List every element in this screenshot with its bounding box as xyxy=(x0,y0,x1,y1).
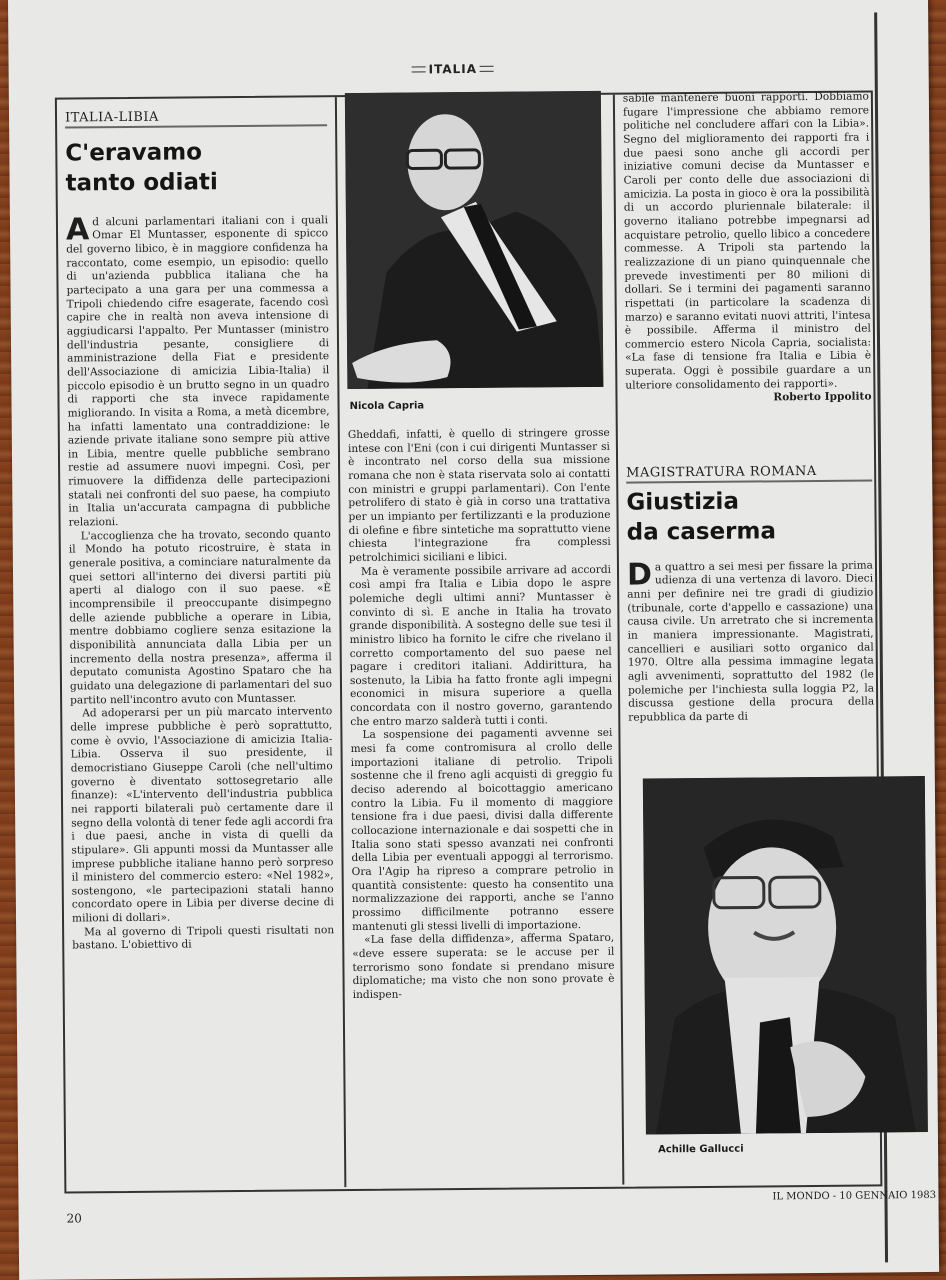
article2-dropcap: D xyxy=(626,557,653,593)
publication-footer: IL MONDO - 10 GENNAIO 1983 xyxy=(772,1189,937,1203)
article1-paragraph: Ma al governo di Tripoli questi risultati non bastano. L'obiettivo di xyxy=(72,923,335,952)
portrait-illustration xyxy=(345,91,604,389)
article1-column3 xyxy=(623,90,872,406)
article1-paragraph: Ma è veramente possibile arrivare ad accordi così ampi fra Italia e Libia dopo le aspre polemiche degli ultimi anni? Muntasser è convinto di sì. E anche in Italia ha trovato grande disponibilità. A sostegno delle sue tesi il ministro libico ha fornito le cifre che rivelano il corretto comportamento del suo paese nel pagare i creditori italiani. Addirittura, ha sostenuto, la Libia ha fatto fronte agli impegni economici in misura superiore a quella concordata con il nostro governo, garantendo che entro marzo salderà tutti i conti. xyxy=(349,563,613,728)
article1-column1 xyxy=(65,109,334,953)
magazine-page xyxy=(8,0,939,1280)
article1-dropcap: A xyxy=(65,211,90,248)
article1-byline: Roberto Ippolito xyxy=(773,390,872,404)
article1-headline-line2: tanto odiati xyxy=(65,168,218,197)
photo-achille-gallucci xyxy=(643,776,928,1134)
article2-headline-line1: Giustizia xyxy=(626,488,740,516)
article1-paragraph: La sospensione dei pagamenti avvenne sei mesi fa come contromisura al crollo delle importazioni italiane di petrolio. Tripoli sostenne che il freno agli acquisti di greggio fu deciso aderendo al boicottaggio americano contro la Libia. Fu il momento di maggiore tensione fra i due paesi, divisi dalla differente collocazione internazionale e dai sospetti che in Italia sono stati spesso avanzati nei confronti della Libia per eventuali appoggi al terrorismo. Ora l'Agip ha ripreso a comprare petrolio in quantità consistente: questo ha consentito una normalizzazione dei rapporti, anche se l'anno prossimo difficilmente potranno essere mantenuti gli stessi livelli di importazione. xyxy=(350,727,615,933)
article2-headline-line2: da caserma xyxy=(626,517,777,546)
photo-caption-capria: Nicola Capria xyxy=(349,400,425,413)
article2-kicker: MAGISTRATURA ROMANA xyxy=(626,464,872,483)
article1-column2 xyxy=(348,427,615,1003)
article2-headline xyxy=(626,485,873,547)
page-number: 20 xyxy=(66,1211,82,1226)
section-tag: ITALIA xyxy=(409,62,498,77)
article1-headline-line1: C'eravamo xyxy=(65,138,203,167)
article1-headline xyxy=(65,136,328,198)
portrait-illustration xyxy=(643,776,928,1134)
photo-nicola-capria xyxy=(345,91,604,389)
article1-paragraph: sabile mantenere buoni rapporti. Dobbiamo fugare l'impressione che abbiamo remore politiche nel concludere affari con la Libia». Segno del miglioramento dei rapporti fra i due paesi sono anche gli accordi per iniziative comuni decise da Muntasser e Caroli per conto delle due associazioni di amicizia. La posta in gioco è ora la possibilità di un accordo pluriennale bilaterale: il governo italiano potrebbe impegnarsi ad acquistare petrolio, quello libico a concedere commesse. A Tripoli sta partendo la realizzazione di un piano quinquennale che prevede investimenti per 80 milioni di dollari. Se i termini dei pagamenti saranno rispettati (in particolare la scadenza di marzo) e saranno evitati nuovi attriti, l'intesa è possibile. Afferma il ministro del commercio estero Nicola Capria, socialista: «La fase di tensione fra Italia e Libia è superata. Oggi è possibile guardare a un ulteriore consolidamento dei rapporti». xyxy=(622,90,872,392)
article1-paragraph: L'accoglienza che ha trovato, secondo quanto il Mondo ha potuto ricostruire, è stata in generale positiva, a cominciare naturalmente da quei settori all'interno dei diversi partiti più aperti al dialogo con il suo paese. «È incomprensibile il preoccupante disimpegno delle aziende pubbliche a operare in Libia, mentre dobbiamo cogliere senza esitazione la disponibilità annunciata dalla Libia per un incremento della nostra presenza», afferma il deputato comunista Agostino Spataro che ha guidato una delegazione di parlamentari del suo partito nell'incontro avuto con Muntasser. xyxy=(68,527,333,707)
article2-paragraph: Da quattro a sei mesi per fissare la prima udienza di una vertenza di lavoro. Dieci anni per definire nei tre gradi di giudizio (tribunale, corte d'appello e cassazione) una causa civile. Un arretrato che si incrementa in maniera impressionante. Magistrati, cancellieri e ausiliari sotto organico dal 1970. Oltre alla pessima immagine legata agli avvenimenti, soprattutto del 1982 (le polemiche per l'inchiesta sulla loggia P2, la discussa gestione della procura della repubblica da parte di xyxy=(626,557,875,724)
article1-paragraph: Gheddafi, infatti, è quello di stringere grosse intese con l'Eni (con i cui dirigenti Muntasser si è incontrato nel corso della sua missione romana che non è stata riservata solo ai contatti con ministri e gruppi parlamentari). Con l'ente petrolifero di stato è già in corso una trattativa per un impianto per fertilizzanti e la produzione di olefine e fibre sintetiche ma soprattutto viene chiesta l'integrazione fra complessi petrolchimici siciliani e libici. xyxy=(347,426,611,564)
article1-paragraph: Ad adoperarsi per un più marcato intervento delle imprese pubbliche è però soprattutto, come è ovvio, l'Associazione di amicizia Italia-Libia. Osserva il suo presidente, il democristiano Giuseppe Caroli (che nell'ultimo governo è diventato sottosegretario alle finanze): «L'intervento dell'industria pubblica nei rapporti bilaterali può certamente dare il segno della volontà di tener fede agli accordi fra i due paesi, anche in vista di quelli da stipulare». Gli appunti mossi da Muntasser alle imprese pubbliche italiane hanno però sorpreso il ministero del commercio estero: «Nel 1982», sostengono, «le partecipazioni statali hanno concordato opere in Libia per diverse decine di milioni di dollari». xyxy=(70,705,334,925)
article1-paragraph: «La fase della diffidenza», afferma Spataro, «deve essere superata: se le accuse per il terrorismo sono fondate si prendano misure diplomatiche; ma visto che non sono provate è indispen- xyxy=(352,932,615,1001)
article1-paragraph: Ad alcuni parlamentari italiani con i quali Omar El Muntasser, esponente di spicco del governo libico, è in maggiore confidenza ha raccontato, come esempio, un episodio: quello di un'azienda pubblica italiana che ha partecipato a una gara per una commessa a Tripoli chiedendo cifre esagerate, facendo così capire che in realtà non aveva intensione di aggiudicarsi l'appalto. Per Muntasser (ministro dell'industria pesante, consigliere di amministrazione della Fiat e presidente dell'Associazione di amicizia Libia-Italia) il piccolo episodio è un brutto segno in un quadro di rapporti che sta invece rapidamente migliorando. In visita a Roma, a metà dicembre, ha infatti lamentato una contraddizione: le aziende private italiane sono sempre più attive in Libia, mentre quelle pubbliche sembrano restie ad assumere nuovi impegni. Così, per rimuovere la diffidenza delle partecipazioni statali nei confronti del suo paese, ha compiuto in Italia un'accurata campagna di pubbliche relazioni. xyxy=(65,211,331,529)
article1-kicker: ITALIA-LIBIA xyxy=(65,109,327,128)
photo-caption-gallucci: Achille Gallucci xyxy=(658,1143,744,1156)
article2 xyxy=(626,464,874,725)
